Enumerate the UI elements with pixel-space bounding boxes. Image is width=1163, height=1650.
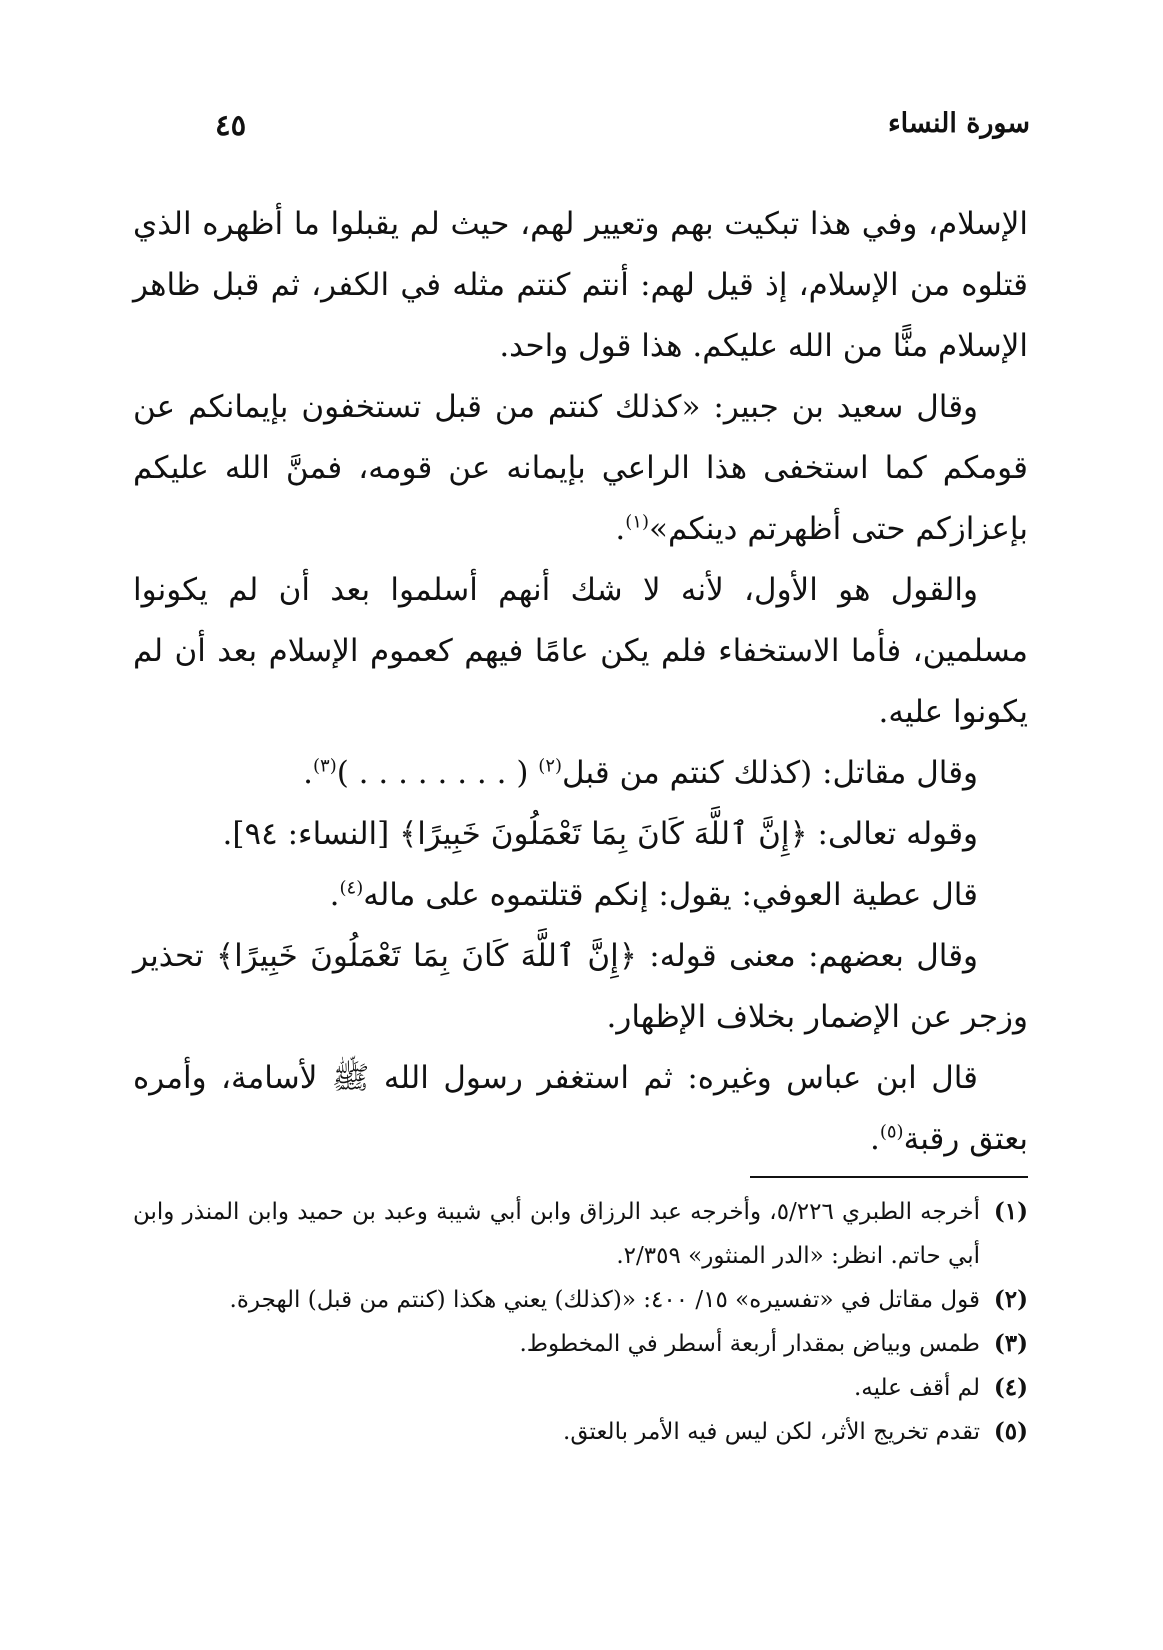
footnote-text: تقدم تخريج الأثر، لكن ليس فيه الأمر بالعتق. [563, 1419, 980, 1445]
paragraph-2-end: . [615, 511, 626, 547]
footnote-number: (٢) [993, 1286, 1028, 1313]
paragraph-6 [133, 865, 1028, 926]
paragraph-8-text: قال ابن عباس وغيره: ثم استغفر رسول الله ﷺ لأسامة، وأمره بعتق رقبة [133, 1060, 1028, 1157]
footnote-ref-2[interactable]: (٢) [538, 755, 563, 777]
paragraph-4 [133, 743, 1028, 804]
footnote-3 [133, 1322, 1028, 1366]
paragraph-8-end: . [869, 1121, 880, 1157]
paragraph-5: وقوله تعالى: ﴿إِنَّ ٱللَّهَ كَانَ بِمَا تَعْمَلُونَ خَبِيرًا﴾ [النساء: ٩٤]. [222, 816, 978, 852]
footnote-ref-4[interactable]: (٤) [339, 877, 364, 899]
page-header [215, 108, 1030, 152]
footnote-number: (١) [993, 1198, 1028, 1225]
footnote-separator [750, 1176, 1028, 1178]
paragraph-6-end: . [329, 877, 340, 913]
paragraph-1: الإسلام، وفي هذا تبكيت بهم وتعيير لهم، حيث لم يقبلوا ما أظهره الذي قتلوه من الإسلام، إذ قيل لهم: أنتم كنتم مثله في الكفر، ثم قبل ظاهر الإسلام منًّا من الله عليكم. هذا قول واحد. [133, 206, 1028, 364]
running-title: سورة النساء [887, 108, 1030, 139]
footnote-text: أخرجه الطبري ٥/٢٢٦، وأخرجه عبد الرزاق وابن أبي شيبة وعبد بن حميد وابن المنذر وابن أبي حاتم. انظر: «الدر المنثور» ٢/٣٥٩. [133, 1199, 980, 1269]
paragraph-6-text: قال عطية العوفي: يقول: إنكم قتلتموه على ماله [363, 877, 978, 913]
footnote-2 [133, 1278, 1028, 1322]
paragraph-4-gap: ( . . . . . . . . ) [336, 755, 539, 791]
footnote-5 [133, 1410, 1028, 1454]
footnote-ref-5[interactable]: (٥) [879, 1121, 904, 1143]
main-text [133, 194, 1028, 1170]
footnote-ref-1[interactable]: (١) [625, 511, 649, 533]
footnote-text: لم أقف عليه. [853, 1375, 980, 1401]
paragraph-2 [133, 377, 1028, 560]
footnote-text: طمس وبياض بمقدار أربعة أسطر في المخطوط. [519, 1331, 980, 1357]
paragraph-8 [133, 1048, 1028, 1170]
footnote-1 [133, 1190, 1028, 1278]
footnotes [133, 1190, 1028, 1454]
paragraph-7: وقال بعضهم: معنى قوله: ﴿إِنَّ ٱللَّهَ كَانَ بِمَا تَعْمَلُونَ خَبِيرًا﴾ تحذير وزجر عن الإضمار بخلاف الإظهار. [133, 938, 1028, 1035]
footnote-number: (٣) [993, 1330, 1028, 1357]
footnote-ref-3[interactable]: (٣) [313, 755, 337, 777]
paragraph-4-end: . [303, 755, 313, 791]
paragraph-3: والقول هو الأول، لأنه لا شك أنهم أسلموا بعد أن لم يكونوا مسلمين، فأما الاستخفاء فلم يكن عامًا فيهم كعموم الإسلام بعد أن لم يكونوا عليه. [133, 572, 1028, 730]
footnote-4 [133, 1366, 1028, 1410]
footnote-number: (٤) [993, 1374, 1028, 1401]
footnote-number: (٥) [993, 1418, 1028, 1445]
paragraph-4-text: وقال مقاتل: (كذلك كنتم من قبل [562, 755, 978, 791]
footnote-text: قول مقاتل في «تفسيره» ١٥/ ٤٠٠: «(كذلك) يعني هكذا (كنتم من قبل) الهجرة. [229, 1287, 980, 1313]
page-number: ٤٥ [215, 108, 247, 142]
paragraph-2-text: وقال سعيد بن جبير: «كذلك كنتم من قبل تستخفون بإيمانكم عن قومكم كما استخفى هذا الراعي بإيمانه عن قومه، فمنَّ الله عليكم بإعزازكم حتى أظهرتم دينكم» [133, 389, 1028, 547]
